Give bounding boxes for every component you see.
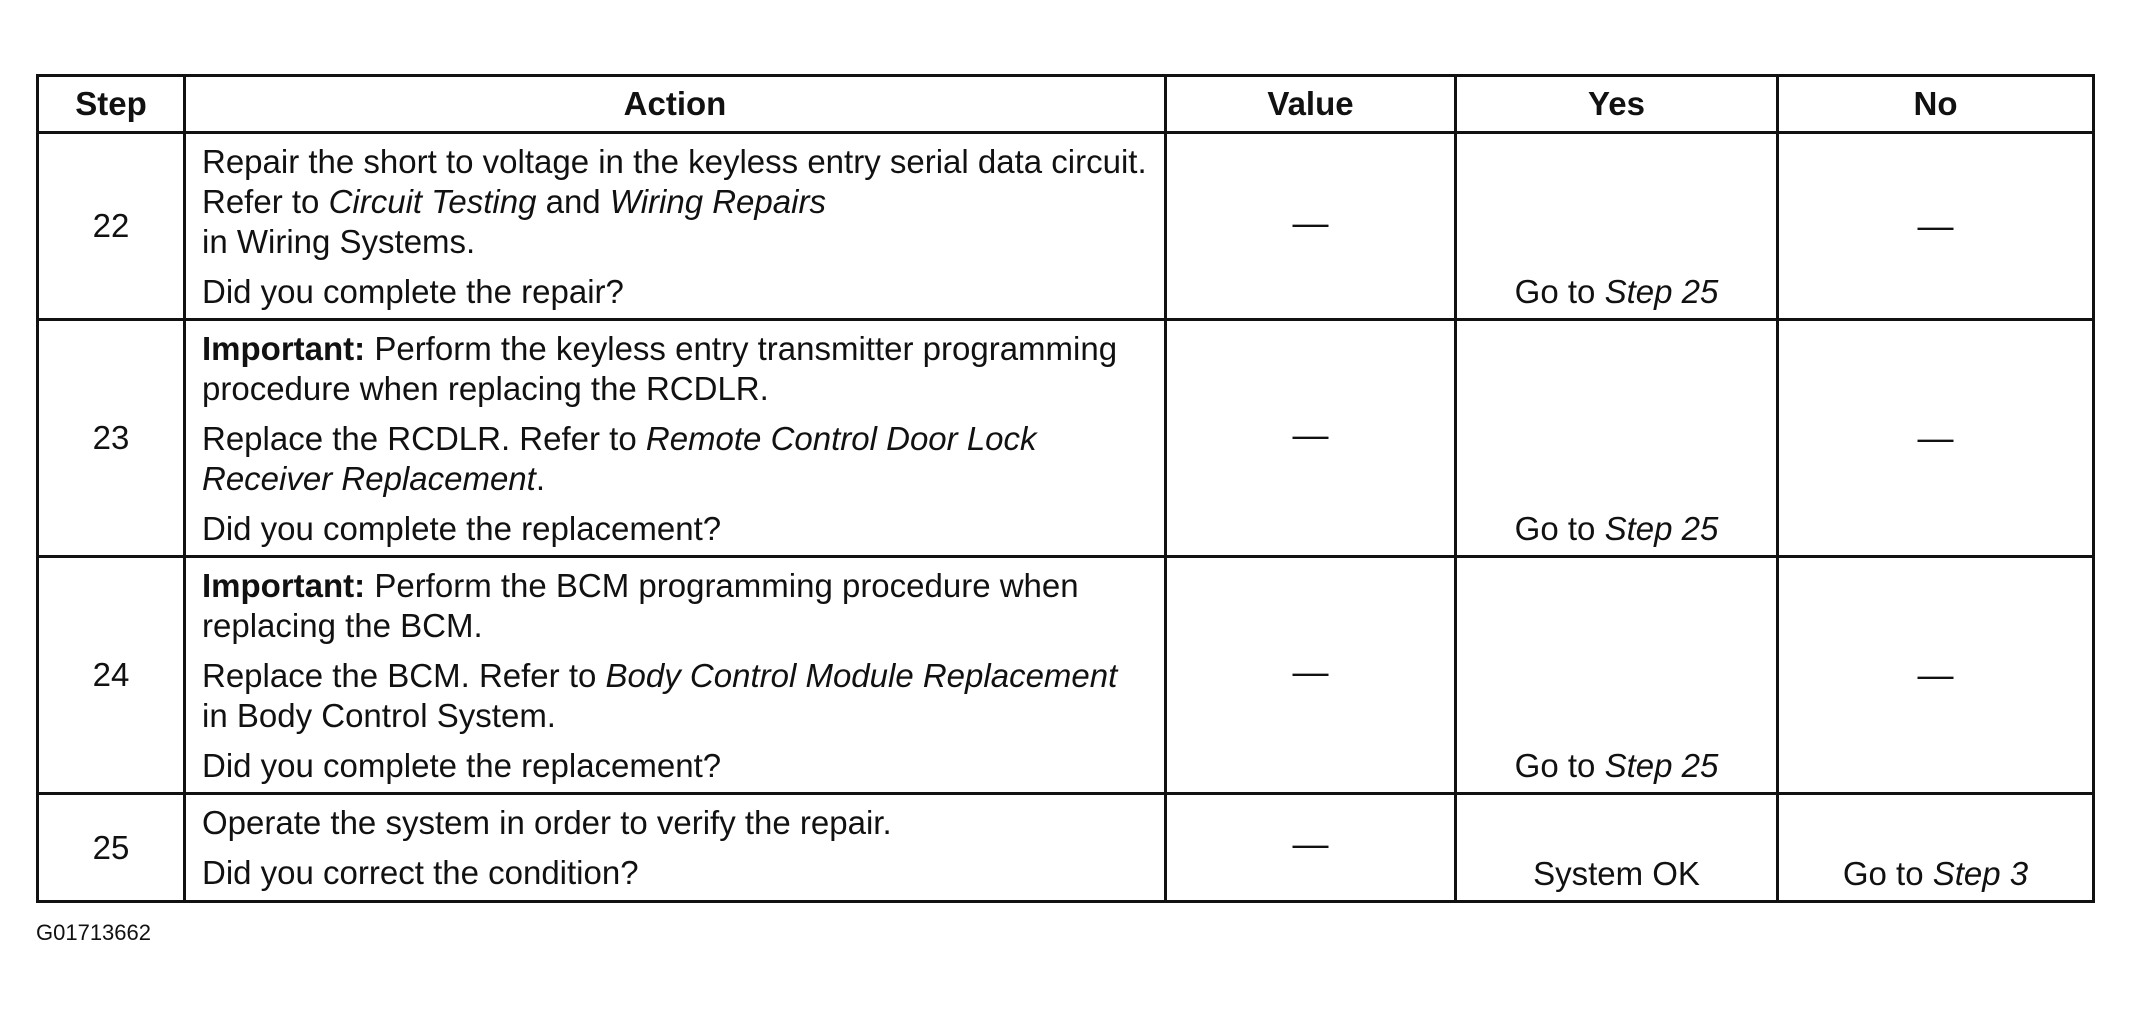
yes-goto: Go to Step 25 <box>1514 273 1719 310</box>
no-cell <box>1778 794 2094 902</box>
value-cell: — <box>1166 133 1456 320</box>
table-row-step-23 <box>38 320 2094 557</box>
action-cell <box>185 557 1166 794</box>
yes-cell <box>1456 320 1778 557</box>
yes-goto: Go to Step 25 <box>1514 510 1719 547</box>
yes-cell <box>1456 557 1778 794</box>
no-cell: — <box>1778 320 2094 557</box>
header-no: No <box>1778 76 2094 133</box>
action-cell <box>185 320 1166 557</box>
yes-goto: Go to Step 25 <box>1514 747 1719 784</box>
reference-bcm-replacement: Body Control Module Replacement <box>605 657 1118 694</box>
important-note: Important: Perform the BCM programming procedure when replacing the BCM. <box>202 567 1079 644</box>
action-instruction: Replace the BCM. Refer to Body Control Module Replacement in Body Control System. <box>202 657 1118 734</box>
reference-wiring-repairs: Wiring Repairs <box>609 183 826 220</box>
header-step: Step <box>38 76 185 133</box>
diagnostic-procedure-table <box>36 74 2095 903</box>
step-number: 23 <box>38 320 185 557</box>
step-number: 25 <box>38 794 185 902</box>
no-goto: Go to Step 3 <box>1842 855 2029 892</box>
diagnostic-table-container <box>36 74 2092 903</box>
action-cell <box>185 794 1166 902</box>
important-note: Important: Perform the keyless entry transmitter programming procedure when replacing the RCDLR. <box>202 330 1118 407</box>
table-header-row <box>38 76 2094 133</box>
action-question: Did you complete the replacement? <box>202 510 722 547</box>
step-number: 22 <box>38 133 185 320</box>
action-question: Did you correct the condition? <box>202 854 639 891</box>
yes-result: System OK <box>1533 855 1700 892</box>
yes-cell <box>1456 794 1778 902</box>
value-cell: — <box>1166 320 1456 557</box>
reference-rcdlr-replacement: Remote Control Door Lock Receiver Replacement <box>202 420 1037 497</box>
header-action: Action <box>185 76 1166 133</box>
table-row-step-22 <box>38 133 2094 320</box>
table-row-step-24 <box>38 557 2094 794</box>
table-row-step-25 <box>38 794 2094 902</box>
no-cell: — <box>1778 133 2094 320</box>
reference-circuit-testing: Circuit Testing <box>328 183 537 220</box>
value-cell: — <box>1166 557 1456 794</box>
value-cell: — <box>1166 794 1456 902</box>
yes-cell <box>1456 133 1778 320</box>
header-yes: Yes <box>1456 76 1778 133</box>
header-value: Value <box>1166 76 1456 133</box>
action-instruction: Operate the system in order to verify the repair. <box>202 804 892 841</box>
step-number: 24 <box>38 557 185 794</box>
action-question: Did you complete the repair? <box>202 273 624 310</box>
action-instruction: Replace the RCDLR. Refer to Remote Control Door Lock Receiver Replacement. <box>202 420 1037 497</box>
action-instruction: Repair the short to voltage in the keyless entry serial data circuit. Refer to Circuit Testing and Wiring Repairs in Wiring Systems. <box>202 143 1147 260</box>
figure-id-caption: G01713662 <box>36 920 151 945</box>
action-cell <box>185 133 1166 320</box>
action-question: Did you complete the replacement? <box>202 747 722 784</box>
no-cell: — <box>1778 557 2094 794</box>
